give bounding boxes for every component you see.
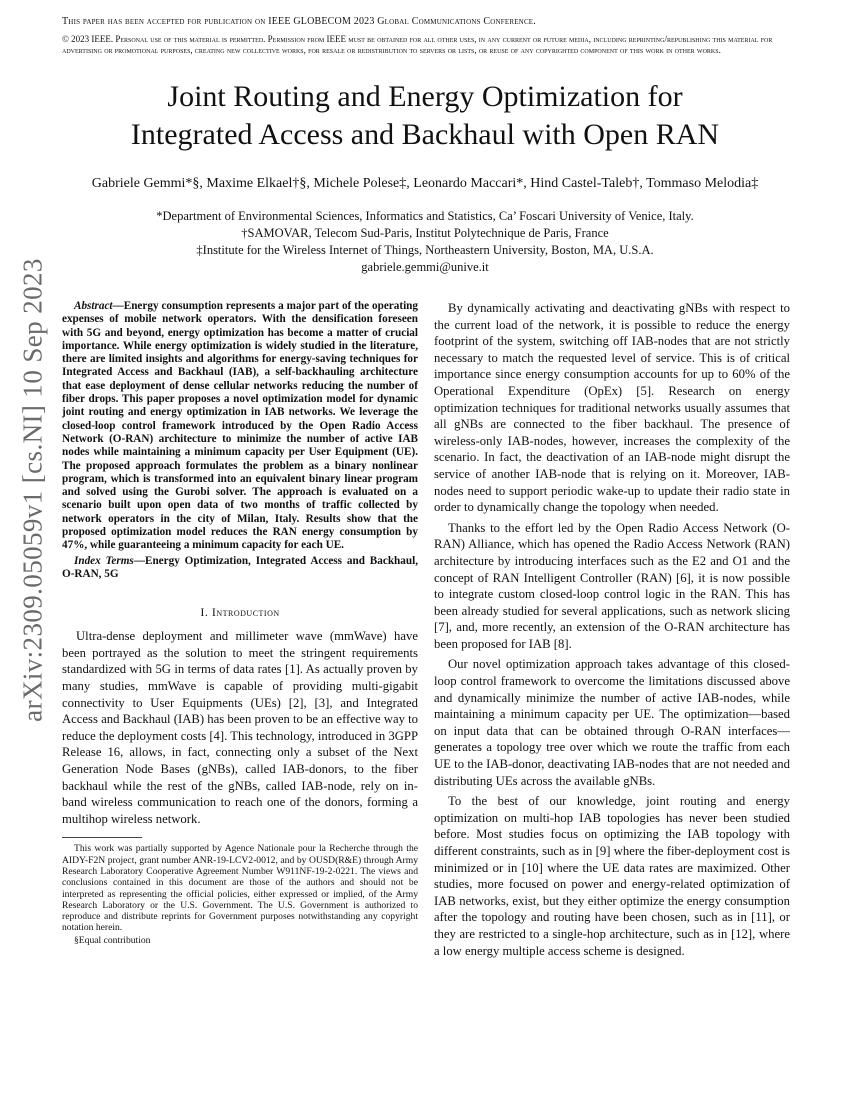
intro-paragraph-2: By dynamically activating and deactivating gNBs with respect to the current load of the network, it is possible to reduce the energy footprint of the system, switching off IAB-nodes that are not strictly necessary to match the requested level of service. This is of critical importance since energy consumption accounts for up to 60% of the Operational Expenditure (OpEx) [5]. Research on energy optimization techniques for traditional networks usually assumes that all gNBs are connected to the fiber backhaul. The presence of wireless-only IAB-nodes, however, increases the complexity of the scenario. In fact, the deactivation of an IAB-node might disrupt the service of another IAB-node that is relying on it. Moreover, IAB-nodes need to support periodic wake-up to update their radio state in order to dynamically change the topology when needed. — [434, 301, 790, 515]
index-terms — [62, 555, 418, 582]
copyright-notice — [62, 34, 802, 55]
arxiv-stamp — [8, 258, 58, 722]
abstract-text: —Energy consumption represents a major part of the operating expenses of mobile network operators. With the densification foreseen with 5G and beyond, energy optimization has become a matter of crucial importance. While energy optimization is widely studied in the literature, there are limited insights and algorithms for energy-saving techniques for Integrated Access and Backhaul (IAB), a self-backhauling architecture that ease deployment of dense cellular networks reducing the number of fiber drops. This paper proposes a novel optimization model for dynamic joint routing and energy optimization in IAB networks. We leverage the closed-loop control framework introduced by the Open Radio Access Network (O-RAN) architecture to minimize the number of active IAB nodes while maintaining a minimum capacity per User Equipment (UE). The proposed approach formulates the problem as a binary nonlinear program, which is transformed into an equivalent binary linear program and solved using the Gurobi solver. The approach is evaluated on a scenario built upon open data of two months of traffic collected by network operators in the city of Milan, Italy. Results show that the proposed optimization model reduces the RAN energy consumption by 47%, while guaranteeing a minimum capacity for each UE. — [62, 300, 418, 552]
section-heading-introduction — [62, 605, 418, 620]
intro-paragraph-4: Our novel optimization approach takes advantage of this closed-loop control framework to overcome the limitations discussed above and dynamically minimize the number of active IAB-nodes, while maintaining a minimum capacity per UE. The optimization—based on input data that can be obtained through O-RAN interfaces—generates a topology tree over which we route the traffic from each UE to the IAB-donor, deactivating IAB-nodes that are not needed and distributing UEs across the available gNBs. — [434, 657, 790, 788]
right-column — [434, 300, 790, 963]
index-terms-label: Index Terms — [74, 554, 134, 567]
copyright-lead: © 2023 IEEE. — [62, 34, 114, 44]
affiliations — [40, 208, 810, 276]
index-terms-text: —Energy Optimization, Integrated Access and Backhaul, O-RAN, 5G — [62, 554, 418, 580]
intro-paragraph-3: Thanks to the effort led by the Open Radio Access Network (O-RAN) Alliance, which has opened the Radio Access Network (RAN) architecture by introducing interfaces such as the E2 and O1 and the concept of RAN Intelligent Controller (RAN) [6], it is now possible to integrate custom closed-loop control logic in the RAN. This has been already studied for several applications, such as network slicing [7], and, more recently, an extension of the O-RAN architecture has been proposed for IAB [8]. — [434, 520, 790, 651]
arxiv-stamp-text: arXiv:2309.05059v1 [cs.NI] 10 Sep 2023 — [17, 258, 48, 722]
copyright-body: Personal use of this material is permitted. Permission from IEEE must be obtained for all other uses, in any current or future media, including reprinting/republishing this material for advertising or promotional purposes, creating new collective works, for resale or redistribution to servers or lists, or reuse of any copyrighted component of this work in other works. — [62, 34, 773, 55]
section-numeral: I. — [200, 605, 209, 620]
abstract — [62, 300, 418, 553]
contact-email: gabriele.gemmi@unive.it — [361, 260, 489, 274]
intro-paragraph-1: Ultra-dense deployment and millimeter wave (mmWave) have been portrayed as the solution to meet the stringent requirements standardized with 5G in terms of data rates [1]. As actually proven by many studies, mmWave is capable of providing multi-gigabit connectivity to User Equipments (UEs) [2], [3], and Integrated Access and Backhaul (IAB) has been proven to be an effective way to reduce the deployment costs [4]. This technology, introduced in 3GPP Release 16, allows, in fact, connecting only a subset of the Next Generation Node Bases (gNBs), called IAB-donors, to the fiber backhaul while the rest of the gNBs, called IAB-node, rely on in-band wireless communication to reach one of the donors, forming a multihop wireless network. — [62, 629, 418, 826]
section-title: Introduction — [211, 605, 280, 620]
affiliation-northeastern: ‡Institute for the Wireless Internet of Things, Northeastern University, Boston, MA, U.S.A. — [196, 243, 654, 257]
title-line-1: Joint Routing and Energy Optimization for — [167, 80, 683, 113]
funding-footnote: This work was partially supported by Agence Nationale pour la Recherche through the AIDY-F2N project, grant number ANR-19-LCV2-0012, and by OUSD(R&E) through Army Research Laboratory Cooperative Agreement Number W911NF-19-2-0221. The views and conclusions contained in this document are those of the authors and should not be interpreted as representing the official policies, either expressed or implied, of the Army Research Laboratory or the U.S. Government. The U.S. Government is authorized to reproduce and distribute reprints for Government purposes notwithstanding any copyright notation herein. — [62, 843, 418, 934]
intro-paragraph-5: To the best of our knowledge, joint routing and energy optimization on multi-hop IAB topologies has never been studied before. Most studies focus on optimizing the IAB topology with different constraints, such as in [9] where the fiber-deployment cost is minimized or in [10] where the UE data rates are maximized. Other studies, more focused on power and energy-related optimization of IAB networks, exist, but they either optimize the energy consumption after the topology and routing have been chosen, such as in [11], or they are restricted to a single-hop architecture, such as in [12], where a low energy multiple access scheme is designed. — [434, 794, 790, 958]
paper-title — [60, 78, 790, 154]
affiliation-samovar: †SAMOVAR, Telecom Sud-Paris, Institut Polytechnique de Paris, France — [241, 226, 609, 240]
equal-contribution-footnote: §Equal contribution — [74, 934, 151, 946]
author-list: Gabriele Gemmi*§, Maxime Elkael†§, Michele Polese‡, Leonardo Maccari*, Hind Castel-Taleb†, Tommaso Melodia‡ — [91, 176, 759, 191]
acceptance-notice: This paper has been accepted for publication on IEEE GLOBECOM 2023 Global Communications Conference. — [62, 16, 536, 27]
left-column — [62, 300, 418, 947]
affiliation-venice: *Department of Environmental Sciences, Informatics and Statistics, Ca’ Foscari University of Venice, Italy. — [156, 209, 694, 223]
footnote-divider — [62, 837, 142, 838]
abstract-label: Abstract — [74, 300, 113, 312]
title-line-2: Integrated Access and Backhaul with Open RAN — [130, 118, 720, 151]
